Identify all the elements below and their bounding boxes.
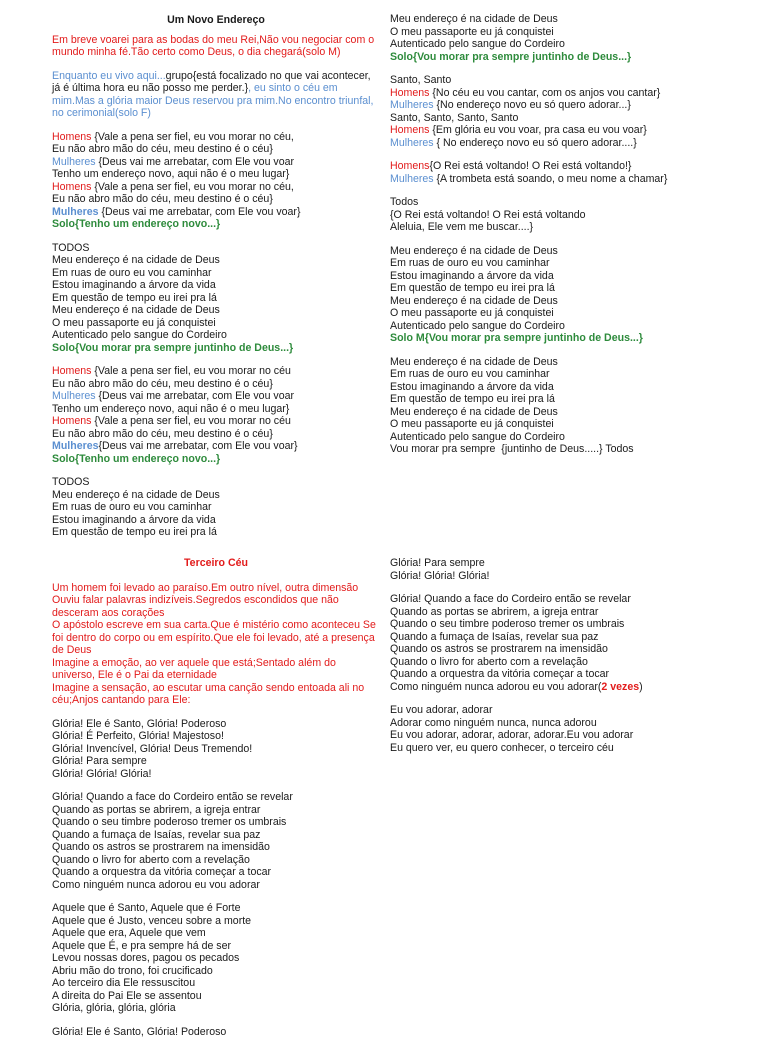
song2-intro-3: Imagine a emoção, ao ver aquele que está;Sentado além do universo, Ele é o Pai da eternidade bbox=[52, 657, 380, 682]
label-mulheres: Mulheres bbox=[52, 390, 96, 402]
lyric-line: Santo, Santo, Santo, Santo bbox=[390, 112, 735, 125]
lyric-line: Em ruas de ouro eu vou caminhar bbox=[390, 368, 735, 381]
lyric-line: Eu não abro mão do céu, meu destino é o céu} bbox=[52, 428, 380, 441]
lyric-line: Glória! Quando a face do Cordeiro então se revelar bbox=[390, 593, 735, 606]
lyric-line: Quando os astros se prostrarem na imensidão bbox=[390, 643, 735, 656]
solo-line: Solo{Vou morar pra sempre juntinho de Deus...} bbox=[390, 51, 735, 64]
song2-quando bbox=[52, 791, 380, 891]
lyric-line: {Vale a pena ser fiel, eu vou morar no céu bbox=[91, 365, 290, 377]
lyric-line: {Deus vai me arrebatar, com Ele vou voar bbox=[96, 390, 294, 402]
lyric-line: Tenho um endereço novo, aqui não é o meu lugar} bbox=[52, 168, 380, 181]
lyric-line: Estou imaginando a árvore da vida bbox=[52, 514, 380, 527]
song1-block1 bbox=[52, 131, 380, 231]
lyric-line: Como ninguém nunca adorou eu vou adorar bbox=[52, 879, 380, 892]
song1-intro-group bbox=[52, 70, 380, 120]
right-todos bbox=[390, 196, 735, 234]
lyric-line: Meu endereço é na cidade de Deus bbox=[390, 13, 735, 26]
song2-right-column bbox=[390, 557, 735, 765]
lyric-line: Como ninguém nunca adorou eu vou adorar( bbox=[390, 681, 601, 693]
song1-todos2 bbox=[52, 476, 380, 539]
lyric-line: Glória! Glória! Glória! bbox=[52, 768, 380, 781]
lyric-line: Eu não abro mão do céu, meu destino é o céu} bbox=[52, 378, 380, 391]
lyric-line: A direita do Pai Ele se assentou bbox=[52, 990, 380, 1003]
label-homens: Homens bbox=[52, 365, 91, 377]
lyric-line: Quando a orquestra da vitória começar a tocar bbox=[390, 668, 735, 681]
repeat-note: 2 vezes bbox=[601, 681, 639, 693]
lyric-line: Estou imaginando a árvore da vida bbox=[390, 270, 735, 283]
lyric-line: Aquele que era, Aquele que vem bbox=[52, 927, 380, 940]
lyric-line: Em questão de tempo eu irei pra lá bbox=[390, 393, 735, 406]
lyric-line: Meu endereço é na cidade de Deus bbox=[390, 356, 735, 369]
lyric-line: Glória! Glória! Glória! bbox=[390, 570, 735, 583]
solo-line: Solo{Vou morar pra sempre juntinho de Deus...} bbox=[52, 342, 380, 355]
lyric-line: {O Rei está voltando! O Rei está voltando bbox=[390, 209, 735, 222]
song2-intro-4: Imagine a sensação, ao escutar uma canção sendo entoada ali no céu;Anjos cantando para Ele: bbox=[52, 682, 380, 707]
lyric-line: Estou imaginando a árvore da vida bbox=[52, 279, 380, 292]
right-rei-block bbox=[390, 160, 735, 185]
lyric-line: {No endereço novo eu só quero adorar...} bbox=[434, 99, 631, 111]
song2-gloria bbox=[52, 718, 380, 781]
lyric-line: Quando o livro for aberto com a revelação bbox=[52, 854, 380, 867]
label-homens: Homens bbox=[52, 181, 91, 193]
right2-quando bbox=[390, 593, 735, 693]
lyric-line: Em ruas de ouro eu vou caminhar bbox=[390, 257, 735, 270]
lyric-line: {A trombeta está soando, o meu nome a chamar} bbox=[434, 173, 668, 185]
lyric-line: TODOS bbox=[52, 476, 380, 489]
lyric-line: ) bbox=[639, 681, 643, 693]
lyric-line: Adorar como ninguém nunca, nunca adorou bbox=[390, 717, 735, 730]
lyric-line: Eu vou adorar, adorar, adorar, adorar.Eu vou adorar bbox=[390, 729, 735, 742]
lyric-line: Glória! Para sempre bbox=[52, 755, 380, 768]
lyric-line: Autenticado pelo sangue do Cordeiro bbox=[390, 320, 735, 333]
lyric-line: Eu vou adorar, adorar bbox=[390, 704, 735, 717]
label-mulheres: Mulheres bbox=[52, 156, 96, 168]
song1-todos1 bbox=[52, 242, 380, 355]
label-homens: Homens bbox=[390, 124, 429, 136]
lyric-line: Glória! Ele é Santo, Glória! Poderoso bbox=[52, 718, 380, 731]
lyric-line: {Deus vai me arrebatar, com Ele vou voar} bbox=[99, 206, 301, 218]
intro-blue-a: Enquanto eu vivo aqui... bbox=[52, 70, 166, 82]
lyric-line: {O Rei está voltando! O Rei está voltando!} bbox=[429, 160, 631, 172]
right-santo-block bbox=[390, 74, 735, 149]
lyric-line: Glória! Quando a face do Cordeiro então se revelar bbox=[52, 791, 380, 804]
lyric-line: Meu endereço é na cidade de Deus bbox=[390, 406, 735, 419]
lyric-line: O meu passaporte eu já conquistei bbox=[390, 307, 735, 320]
label-homens: Homens bbox=[52, 415, 91, 427]
lyric-line: Em questão de tempo eu irei pra lá bbox=[52, 526, 380, 539]
lyric-line: Quando o livro for aberto com a revelação bbox=[390, 656, 735, 669]
lyric-line: Abriu mão do trono, foi crucificado bbox=[52, 965, 380, 978]
lyric-line: Quando as portas se abrirem, a igreja entrar bbox=[52, 804, 380, 817]
label-mulheres: Mulheres bbox=[390, 99, 434, 111]
lyric-line: Meu endereço é na cidade de Deus bbox=[52, 254, 380, 267]
lyric-line: Autenticado pelo sangue do Cordeiro bbox=[390, 431, 735, 444]
lyric-line: Aquele que é Santo, Aquele que é Forte bbox=[52, 902, 380, 915]
lyric-line: Quando a orquestra da vitória começar a tocar bbox=[52, 866, 380, 879]
lyric-line: Glória! Para sempre bbox=[390, 557, 735, 570]
intro-blue-b: , eu sinto o céu em mim.Mas a glória maior Deus reservou pra mim.No encontro triunfal, no cerimonial(solo F) bbox=[52, 82, 373, 119]
solo-line: Solo M{Vou morar pra sempre juntinho de Deus...} bbox=[390, 332, 735, 345]
lyric-line: {Em glória eu vou voar, pra casa eu vou voar} bbox=[429, 124, 646, 136]
label-mulheres: Mulheres bbox=[390, 137, 434, 149]
lyric-line: Meu endereço é na cidade de Deus bbox=[52, 304, 380, 317]
song1-title: Um Novo Endereço bbox=[52, 14, 380, 27]
lyric-line: Glória! Ele é Santo, Glória! Poderoso bbox=[52, 1026, 380, 1038]
lyric-line: Autenticado pelo sangue do Cordeiro bbox=[52, 329, 380, 342]
lyric-line: TODOS bbox=[52, 242, 380, 255]
lyric-line: {No céu eu vou cantar, com os anjos vou cantar} bbox=[429, 87, 660, 99]
label-homens: Homens bbox=[390, 87, 429, 99]
song1-block2 bbox=[52, 365, 380, 465]
lyric-line: O meu passaporte eu já conquistei bbox=[390, 418, 735, 431]
lyric-line: {Deus vai me arrebatar, com Ele vou voar} bbox=[99, 440, 298, 452]
lyric-line: {Vale a pena ser fiel, eu vou morar no céu, bbox=[91, 181, 293, 193]
lyric-line: O meu passaporte eu já conquistei bbox=[52, 317, 380, 330]
lyric-line: Todos bbox=[390, 196, 735, 209]
lyric-line: Em questão de tempo eu irei pra lá bbox=[52, 292, 380, 305]
song2-title: Terceiro Céu bbox=[52, 557, 380, 570]
right2-top bbox=[390, 557, 735, 582]
lyric-line: Eu quero ver, eu quero conhecer, o terceiro céu bbox=[390, 742, 735, 755]
lyric-line: Eu não abro mão do céu, meu destino é o céu} bbox=[52, 193, 380, 206]
lyric-line: Em questão de tempo eu irei pra lá bbox=[390, 282, 735, 295]
right-verse-a bbox=[390, 245, 735, 345]
lyric-line: Levou nossas dores, pagou os pecados bbox=[52, 952, 380, 965]
lyric-line: Meu endereço é na cidade de Deus bbox=[52, 489, 380, 502]
song2-left-column bbox=[52, 557, 380, 1038]
lyric-line: Glória! É Perfeito, Glória! Majestoso! bbox=[52, 730, 380, 743]
lyric-line: Glória! Invencível, Glória! Deus Tremendo! bbox=[52, 743, 380, 756]
lyric-line: Autenticado pelo sangue do Cordeiro bbox=[390, 38, 735, 51]
song1-right-column bbox=[390, 13, 735, 467]
lyric-line: Quando o seu timbre poderoso tremer os umbrais bbox=[52, 816, 380, 829]
song2-aquele bbox=[52, 902, 380, 1015]
lyric-line: {Vale a pena ser fiel, eu vou morar no céu bbox=[91, 415, 290, 427]
lyric-line: {Deus vai me arrebatar, com Ele vou voar bbox=[96, 156, 294, 168]
lyric-line: Em ruas de ouro eu vou caminhar bbox=[52, 267, 380, 280]
label-mulheres: Mulheres bbox=[390, 173, 434, 185]
lyric-line: Quando a fumaça de Isaías, revelar sua paz bbox=[390, 631, 735, 644]
solo-line: Solo{Tenho um endereço novo...} bbox=[52, 218, 380, 231]
right-top bbox=[390, 13, 735, 63]
lyric-line: Estou imaginando a árvore da vida bbox=[390, 381, 735, 394]
label-homens: Homens bbox=[52, 131, 91, 143]
song2-intro-2: O apóstolo escreve em sua carta.Que é mistério como aconteceu Se foi dentro do corpo ou em espírito.Que ele foi levado, até a presença de Deus bbox=[52, 619, 380, 657]
intro-group-text: grupo{está focalizado no que vai acontecer, já é última hora eu não posso me perder.} bbox=[52, 70, 371, 95]
lyric-line: Ao terceiro dia Ele ressuscitou bbox=[52, 977, 380, 990]
lyric-line: Quando o seu timbre poderoso tremer os umbrais bbox=[390, 618, 735, 631]
right-verse-b bbox=[390, 356, 735, 456]
lyric-line: Tenho um endereço novo, aqui não é o meu lugar} bbox=[52, 403, 380, 416]
right2-adorar bbox=[390, 704, 735, 754]
song1-intro: Em breve voarei para as bodas do meu Rei,Não vou negociar com o mundo minha fé.Tão certo como Deus, o dia chegará(solo M) bbox=[52, 34, 380, 59]
label-mulheres: Mulheres bbox=[52, 440, 99, 452]
lyric-line: Aleluia, Ele vem me buscar....} bbox=[390, 221, 735, 234]
label-homens: Homens bbox=[390, 160, 429, 172]
lyric-line: Meu endereço é na cidade de Deus bbox=[390, 295, 735, 308]
solo-line: Solo{Tenho um endereço novo...} bbox=[52, 453, 380, 466]
song1-left-column bbox=[52, 14, 380, 550]
lyric-line: O meu passaporte eu já conquistei bbox=[390, 26, 735, 39]
lyric-line: {Vale a pena ser fiel, eu vou morar no céu, bbox=[91, 131, 293, 143]
lyric-line: Aquele que é Justo, venceu sobre a morte bbox=[52, 915, 380, 928]
lyric-line: Quando a fumaça de Isaías, revelar sua paz bbox=[52, 829, 380, 842]
lyric-line: Meu endereço é na cidade de Deus bbox=[390, 245, 735, 258]
lyric-line: Eu não abro mão do céu, meu destino é o céu} bbox=[52, 143, 380, 156]
label-mulheres: Mulheres bbox=[52, 206, 99, 218]
lyric-line: { No endereço novo eu só quero adorar....} bbox=[434, 137, 637, 149]
lyric-line: Quando as portas se abrirem, a igreja entrar bbox=[390, 606, 735, 619]
lyric-line: Em ruas de ouro eu vou caminhar bbox=[52, 501, 380, 514]
lyric-line: Quando os astros se prostrarem na imensidão bbox=[52, 841, 380, 854]
lyric-line: Vou morar pra sempre {juntinho de Deus.....} Todos bbox=[390, 443, 735, 456]
song2-intro-1: Um homem foi levado ao paraíso.Em outro nível, outra dimensão Ouviu falar palavras indizíveis.Segredos escondidos que não desceram aos corações bbox=[52, 582, 380, 620]
lyric-line: Aquele que É, e pra sempre há de ser bbox=[52, 940, 380, 953]
lyric-line: Santo, Santo bbox=[390, 74, 735, 87]
lyric-line: Glória, glória, glória, glória bbox=[52, 1002, 380, 1015]
